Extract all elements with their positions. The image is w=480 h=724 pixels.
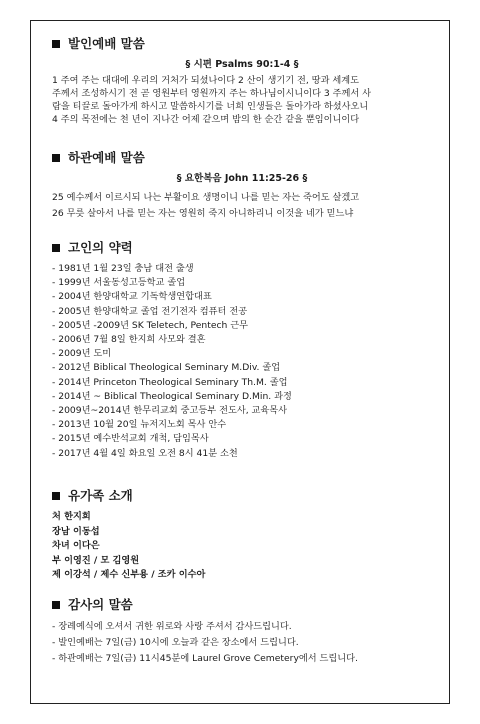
biography-item: - 1981년 1월 23일 충남 대전 출생 [52,263,194,274]
thanks-title: 감사의 말씀 [68,597,133,612]
biography-item: - 2004년 한양대학교 기독학생연합대표 [52,291,212,303]
morning-service-verse-text [52,74,432,126]
biography-item: - 2017년 4월 4일 화요일 오전 8시 41분 소천 [52,447,238,459]
burial-service-verse-ref: § 요한복음 John 11:25-26 § [176,173,308,184]
thanks-heading [52,597,432,613]
square-bullet-icon [52,601,60,609]
morning-service-title: 발인예배 말씀 [68,36,145,51]
burial-service-section [52,150,432,222]
verse-line: 람을 티끌로 돌아가게 하시고 말씀하시기를 너희 인생들은 돌아가라 하셨사오니 [52,101,369,112]
biography-item: - 2005년 -2009년 SK Teletech, Pentech 근무 [52,319,249,331]
burial-service-verse-text [52,190,432,222]
family-list [52,510,432,583]
thanks-list [52,619,432,667]
biography-item: - 1999년 서울동성고등학교 졸업 [52,277,186,289]
square-bullet-icon [52,244,60,252]
family-member: 차녀 이다은 [52,540,100,551]
verse-line: 4 주의 목전에는 천 년이 지나간 어제 같으며 밤의 한 순간 같을 뿐임이니이다 [52,114,360,125]
morning-service-heading [52,36,432,52]
biography-section [52,240,432,461]
biography-item: - 2014년 Princeton Theological Seminary Th.M. 졸업 [52,376,288,388]
biography-item: - 2013년 10월 20일 뉴저지노회 목사 안수 [52,419,227,431]
biography-item: - 2005년 한양대학교 졸업 전기전자 컴퓨터 전공 [52,305,248,317]
family-section [52,488,432,583]
family-member: 제 이강석 / 제수 신부용 / 조카 이수아 [52,569,206,580]
biography-item: - 2009년 도미 [52,348,112,360]
verse-line: 1 주여 주는 대대에 우리의 거처가 되셨나이다 2 산이 생기기 전, 땅과 세계도 [52,75,360,86]
biography-title: 고인의 약력 [68,240,133,255]
verse-line: 25 예수께서 이르시되 나는 부활이요 생명이니 나를 믿는 자는 죽어도 살겠고 [52,192,360,203]
biography-item: - 2014년 ~ Biblical Theological Seminary D.Min. 과정 [52,390,292,402]
biography-item: - 2015년 예수반석교회 개척, 담임목사 [52,433,209,445]
morning-service-section [52,36,432,126]
square-bullet-icon [52,492,60,500]
morning-service-verse-ref: § 시편 Psalms 90:1-4 § [185,59,299,70]
family-member: 부 이영진 / 모 김영원 [52,554,140,566]
thanks-item: - 장례예식에 오셔서 귀한 위로와 사랑 주셔서 감사드립니다. [52,621,292,632]
thanks-item: - 하관예배는 7일(금) 11시45분에 Laurel Grove Cemetery에서 드립니다. [52,653,358,664]
verse-line: 주께서 조성하시기 전 곧 영원부터 영원까지 주는 하나님이시니이다 3 주께서 사 [52,88,372,99]
biography-item: - 2006년 7월 8일 한지희 사모와 결혼 [52,334,206,346]
burial-service-title: 하관예배 말씀 [68,150,145,165]
thanks-section [52,597,432,667]
burial-service-heading [52,150,432,166]
family-member: 처 한지희 [52,511,91,522]
biography-heading [52,240,432,256]
family-title: 유가족 소개 [68,488,133,503]
biography-list [52,262,432,461]
biography-item: - 2012년 Biblical Theological Seminary M.Div. 졸업 [52,362,281,374]
family-heading [52,488,432,504]
verse-line: 26 무릇 살아서 나를 믿는 자는 영원히 죽지 아니하리니 이것을 네가 믿느냐 [52,208,354,219]
square-bullet-icon [52,40,60,48]
biography-item: - 2009년~2014년 한무리교회 중고등부 전도사, 교육목사 [52,405,288,417]
square-bullet-icon [52,154,60,162]
thanks-item: - 발인예배는 7일(금) 10시에 오늘과 같은 장소에서 드립니다. [52,637,299,648]
family-member: 장남 이동섭 [52,525,100,537]
